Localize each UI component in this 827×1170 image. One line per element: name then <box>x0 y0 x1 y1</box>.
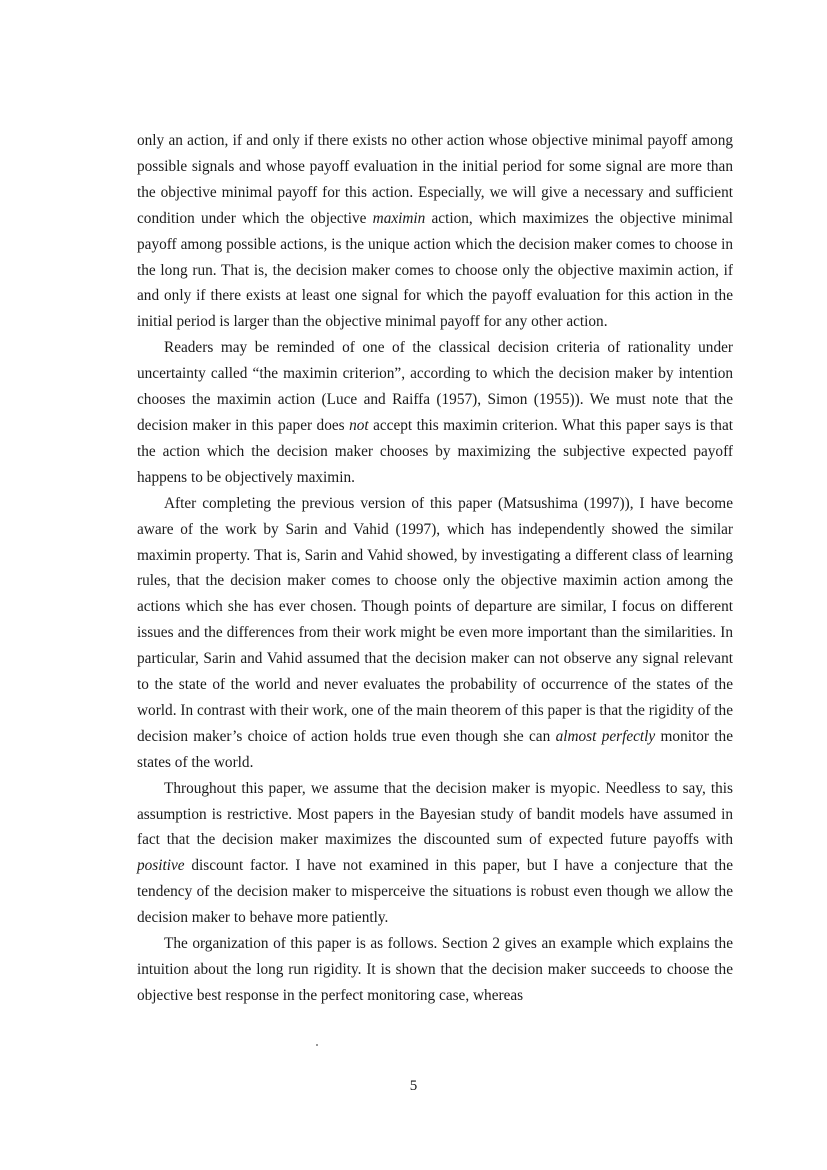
emphasis-text: almost perfectly <box>555 727 656 745</box>
text-run: only an action, if and only if there exists no other action whose objective minimal payoff among possible signals and whose payoff evaluation in the initial period for some signal are more than the objective minimal payoff for this action. Especially, we will give a necessary and sufficient condition under which the objective <box>137 132 733 227</box>
emphasis-text: maximin <box>372 209 426 227</box>
scan-speck <box>316 1044 318 1046</box>
emphasis-text: not <box>349 416 369 434</box>
page-number: 5 <box>409 1078 418 1094</box>
paragraph <box>137 931 733 1009</box>
text-run: monitor the states of the world. <box>137 727 733 771</box>
text-run: discount factor. I have not examined in this paper, but I have a conjecture that the tendency of the decision maker to misperceive the situations is robust even though we allow the decision maker to behave more patiently. <box>137 857 733 927</box>
paragraph <box>137 335 733 490</box>
text-run: action, which maximizes the objective minimal payoff among possible actions, is the unique action which the decision maker comes to choose in the long run. That is, the decision maker comes to choose only the objective maximin action, if and only if there exists at least one signal for which the payoff evaluation for this action in the initial period is larger than the objective minimal payoff for any other action. <box>137 209 733 331</box>
text-run: Throughout this paper, we assume that the decision maker is myopic. Needless to say, this assumption is restrictive. Most papers in the Bayesian study of bandit models have assumed in fact that the decision maker maximizes the discounted sum of expected future payoffs with <box>137 779 733 849</box>
text-run: Readers may be reminded of one of the classical decision criteria of rationality under uncertainty called “the maximin criterion”, according to which the decision maker by intention chooses the maximin action (Luce and Raiffa (1957), Simon (1955)). We must note that the decision maker in this paper does <box>137 339 733 434</box>
text-run: accept this maximin criterion. What this paper says is that the action which the decision maker chooses by maximizing the subjective expected payoff happens to be objectively maximin. <box>137 416 733 486</box>
paragraph <box>137 776 733 931</box>
paragraph <box>137 491 733 776</box>
text-run: After completing the previous version of this paper (Matsushima (1997)), I have become aware of the work by Sarin and Vahid (1997), which has independently showed the similar maximin property. That is, Sarin and Vahid showed, by investigating a different class of learning rules, that the decision maker comes to choose only the objective maximin action among the actions which she has ever chosen. Though points of departure are similar, I focus on different issues and the differences from their work might be even more important than the similarities. In particular, Sarin and Vahid assumed that the decision maker can not observe any signal relevant to the state of the world and never evaluates the probability of occurrence of the states of the world. In contrast with their work, one of the main theorem of this paper is that the rigidity of the decision maker’s choice of action holds true even though she can <box>137 494 733 745</box>
body-text <box>137 128 733 1009</box>
paragraph <box>137 128 733 335</box>
text-run: The organization of this paper is as follows. Section 2 gives an example which explains the intuition about the long run rigidity. It is shown that the decision maker succeeds to choose the objective best response in the perfect monitoring case, whereas <box>137 935 733 1004</box>
emphasis-text: positive <box>137 857 185 875</box>
